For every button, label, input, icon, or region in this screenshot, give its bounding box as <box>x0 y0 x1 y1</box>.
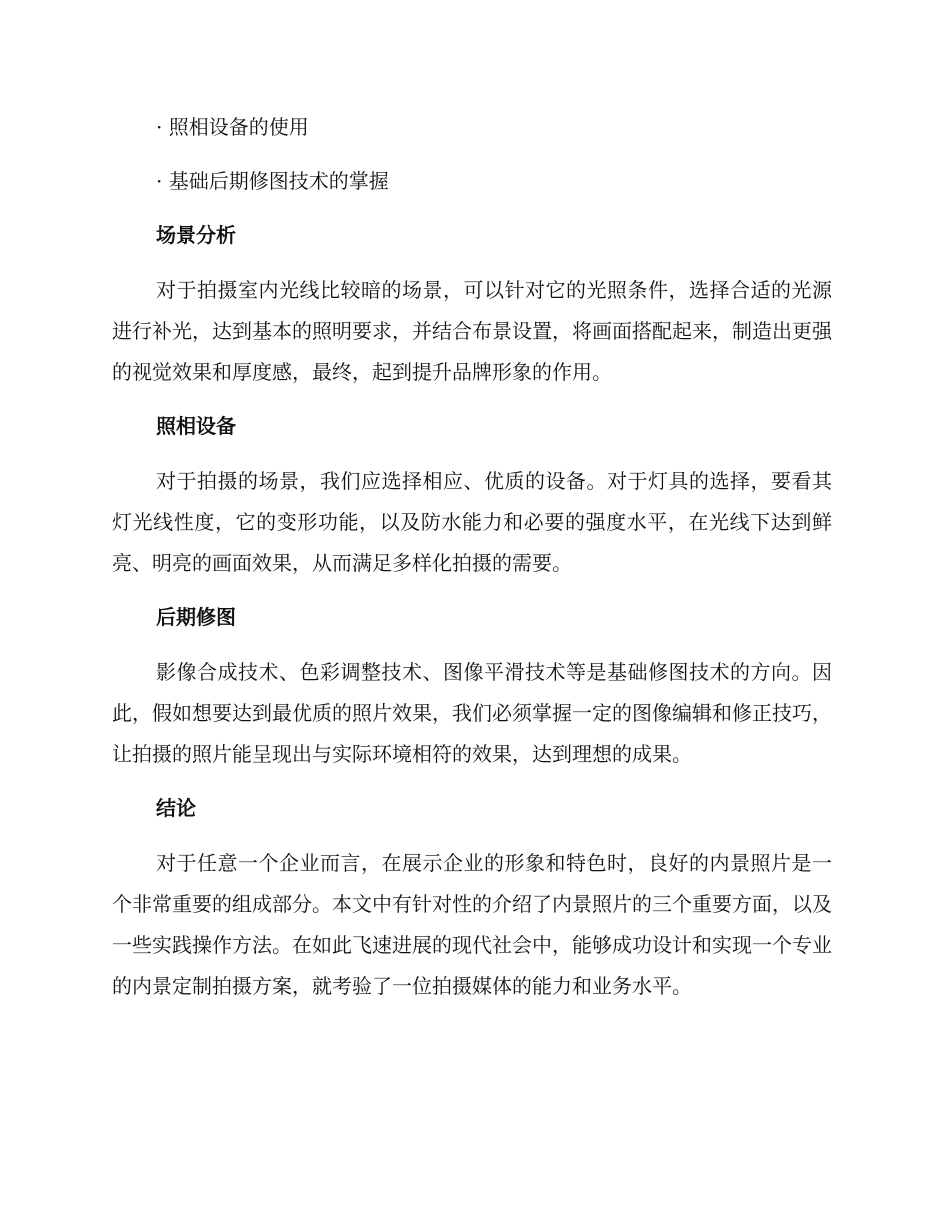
section-paragraph: 对于拍摄室内光线比较暗的场景，可以针对它的光照条件，选择合适的光源进行补光，达到基本的照明要求，并结合布景设置，将画面搭配起来，制造出更强的视觉效果和厚度感，最终，起到提升品牌形象的作用。 <box>112 278 832 384</box>
document-page <box>112 108 832 1021</box>
section-paragraph: 影像合成技术、色彩调整技术、图像平滑技术等是基础修图技术的方向。因此，假如想要达到最优质的照片效果，我们必须掌握一定的图像编辑和修正技巧，让拍摄的照片能呈现出与实际环境相符的效果，达到理想的成果。 <box>112 660 832 766</box>
bullet-item: · 照相设备的使用 <box>156 115 309 139</box>
section-heading: 后期修图 <box>156 605 236 629</box>
section-paragraph: 对于任意一个企业而言，在展示企业的形象和特色时，良好的内景照片是一个非常重要的组成部分。本文中有针对性的介绍了内景照片的三个重要方面，以及一些实践操作方法。在如此飞速进展的现代社会中，能够成功设计和实现一个专业的内景定制拍摄方案，就考验了一位拍摄媒体的能力和业务水平。 <box>112 851 832 998</box>
section-paragraph: 对于拍摄的场景，我们应选择相应、优质的设备。对于灯具的选择，要看其灯光线性度，它的变形功能，以及防水能力和必要的强度水平，在光线下达到鲜亮、明亮的画面效果，从而满足多样化拍摄的需要。 <box>112 469 832 575</box>
section-heading: 照相设备 <box>156 414 236 438</box>
section-heading: 场景分析 <box>156 223 236 247</box>
section-heading: 结论 <box>156 796 196 820</box>
bullet-item: · 基础后期修图技术的掌握 <box>156 169 389 193</box>
